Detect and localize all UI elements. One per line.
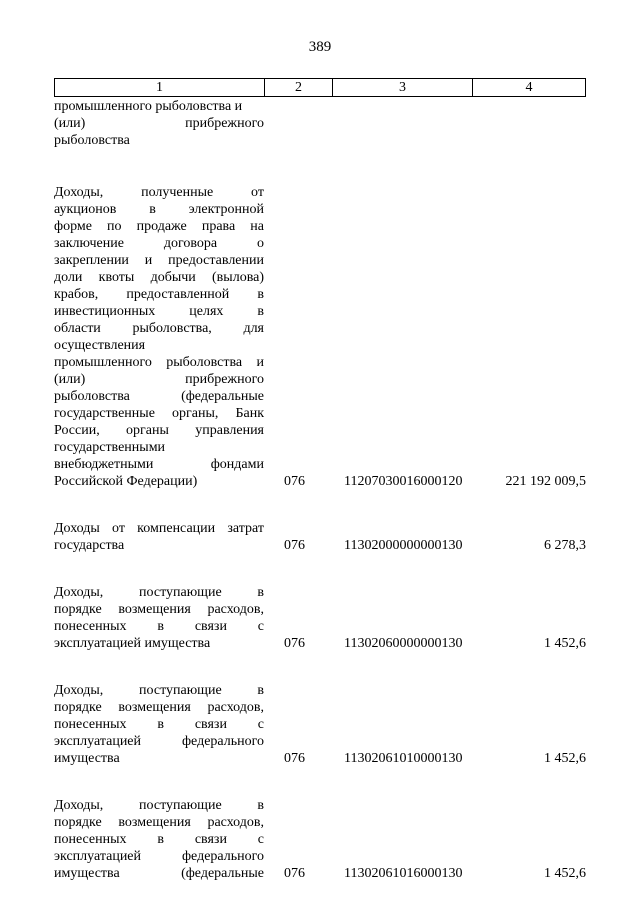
amount: 1 452,6: [544, 636, 586, 651]
description-line: инвестиционных целях в: [54, 304, 264, 319]
description-line: государства: [54, 538, 125, 553]
description-line: крабов, предоставленной в: [54, 287, 264, 302]
description-line: Доходы, поступающие в: [54, 683, 264, 698]
description-line: понесенных в связи с: [54, 717, 264, 732]
row-description: [54, 584, 264, 652]
description-line: порядке возмещения расходов,: [54, 815, 264, 830]
description-line: Доходы от компенсации затрат: [54, 521, 264, 536]
table-header: [54, 78, 586, 97]
description-line: осуществления: [54, 338, 146, 353]
description-line: эксплуатацией федерального: [54, 849, 264, 864]
description-line: эксплуатацией имущества: [54, 636, 211, 651]
description-line: эксплуатацией федерального: [54, 734, 264, 749]
row-description: [54, 98, 264, 149]
description-line: (или) прибрежного: [54, 372, 264, 387]
header-col-1: 1: [55, 79, 265, 96]
description-line: Доходы, полученные от: [54, 185, 264, 200]
description-line: рыболовства (федеральные: [54, 389, 264, 404]
description-line: доли квоты добычи (вылова): [54, 270, 264, 285]
admin-code: 076: [284, 751, 305, 766]
table-row: [54, 584, 586, 652]
admin-code: 076: [284, 474, 305, 489]
description-line: порядке возмещения расходов,: [54, 700, 264, 715]
admin-code: 076: [284, 866, 305, 881]
description-line: области рыболовства, для: [54, 321, 264, 336]
description-line: рыболовства: [54, 133, 130, 148]
amount: 221 192 009,5: [505, 474, 586, 489]
description-line: Российской Федерации): [54, 474, 198, 489]
description-line: понесенных в связи с: [54, 619, 264, 634]
budget-code: 11302060000000130: [344, 636, 463, 651]
row-description: [54, 184, 264, 490]
header-col-4: 4: [525, 80, 533, 95]
description-line: государственными: [54, 440, 166, 455]
description-line: России, органы управления: [54, 423, 264, 438]
description-line: государственные органы, Банк: [54, 406, 264, 421]
description-line: форме по продаже права на: [54, 219, 264, 234]
page-number: 389: [308, 39, 332, 55]
table-body: [54, 98, 586, 882]
table-row: [54, 184, 586, 490]
description-line: промышленного рыболовства и: [54, 99, 243, 114]
amount: 1 452,6: [544, 866, 586, 881]
amount: 6 278,3: [544, 538, 586, 553]
header-col-3: 3: [333, 79, 473, 96]
description-line: промышленного рыболовства и: [54, 355, 264, 370]
description-line: аукционов в электронной: [54, 202, 264, 217]
row-description: [54, 520, 264, 554]
table-row: [54, 98, 586, 149]
budget-code: 11302000000000130: [344, 538, 463, 553]
description-line: понесенных в связи с: [54, 832, 264, 847]
description-line: Доходы, поступающие в: [54, 585, 264, 600]
table-row: [54, 797, 586, 882]
row-description: [54, 797, 264, 882]
description-line: закреплении и предоставлении: [54, 253, 264, 268]
budget-code: 11302061016000130: [344, 866, 463, 881]
budget-code: 11302061010000130: [344, 751, 463, 766]
description-line: (или) прибрежного: [54, 116, 264, 131]
budget-code: 11207030016000120: [344, 474, 463, 489]
table-row: [54, 682, 586, 767]
amount: 1 452,6: [544, 751, 586, 766]
description-line: внебюджетными фондами: [54, 457, 264, 472]
description-line: имущества (федеральные: [54, 866, 264, 881]
table-row: [54, 520, 586, 554]
admin-code: 076: [284, 538, 305, 553]
row-description: [54, 682, 264, 767]
description-line: порядке возмещения расходов,: [54, 602, 264, 617]
description-line: заключение договора о: [54, 236, 264, 251]
admin-code: 076: [284, 636, 305, 651]
description-line: имущества: [54, 751, 120, 766]
header-col-2: 2: [265, 79, 333, 96]
description-line: Доходы, поступающие в: [54, 798, 264, 813]
